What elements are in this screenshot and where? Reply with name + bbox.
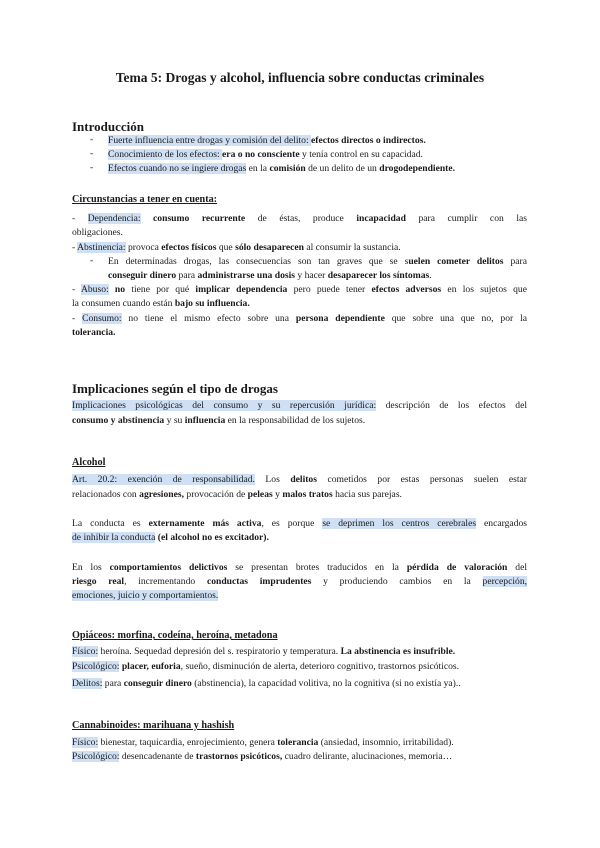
text-line — [72, 414, 527, 428]
highlighted-text: Psicológico: — [72, 751, 120, 762]
bold-text: pérdida de valoración — [406, 562, 508, 573]
highlighted-text: percepción, — [482, 576, 528, 587]
bold-text: efectos físicos — [161, 242, 217, 253]
highlighted-text: Conocimiento de los efectos: — [108, 149, 223, 160]
bold-text: conseguir dinero — [123, 678, 192, 689]
bold-text: desaparecer los síntomas — [327, 270, 430, 281]
text-run: para cumplir con las — [405, 213, 527, 224]
text-line — [72, 241, 527, 255]
bold-text: conductas imprudentes — [206, 576, 312, 587]
text-line — [108, 269, 527, 283]
text-line — [72, 212, 527, 226]
text-line — [72, 677, 527, 691]
text-run: en los sujetos que — [441, 284, 527, 295]
bold-text: administrarse una dosis — [197, 270, 296, 281]
text-run: del — [507, 562, 527, 573]
text-run: - — [72, 284, 81, 295]
text-run — [141, 213, 154, 224]
text-run: y produciendo cambios en la — [311, 576, 483, 587]
bold-text: consumo y abstinencia — [72, 415, 165, 426]
text-run: , es porque — [261, 518, 323, 529]
bold-text: La abstinencia es insufrible. — [340, 646, 456, 657]
text-run: , sueño, disminución de alerta, deterioro cognitivo, trastornos psicóticos. — [180, 661, 460, 672]
text-run: desencadenante de — [119, 751, 196, 762]
text-line — [108, 255, 527, 269]
text-run: En determinadas drogas, las consecuencias son tan graves que se s — [108, 256, 409, 267]
highlighted-text: emociones, juicio y comportamientos. — [72, 590, 219, 601]
highlighted-text: Psicológico: — [72, 661, 120, 672]
text-run: que sobre una que no, por la — [384, 313, 527, 324]
bullet-dash: - — [90, 148, 94, 159]
bold-text: influencia — [184, 415, 226, 426]
highlighted-text: Fuerte influencia entre drogas y comisión del delito: — [108, 135, 312, 146]
highlighted-text: Físico: — [72, 737, 99, 748]
subheading-alcohol: Alcohol — [72, 457, 106, 468]
text-run: En los — [72, 562, 110, 573]
text-run: - — [72, 313, 83, 324]
intro-bullet-item — [108, 148, 528, 162]
text-run: (ansiedad, insomnio, irritabilidad). — [318, 737, 454, 748]
text-run: . — [429, 270, 432, 281]
text-run: se presentan brotes traducidos en la — [227, 562, 407, 573]
highlighted-text: Implicaciones psicológicas del consumo y su repercusión jurídica: — [72, 400, 377, 411]
text-line — [72, 589, 527, 603]
text-run: heroína. Sequedad depresión del s. respiratorio y temperatura. — [98, 646, 341, 657]
highlighted-text: Delitos: — [72, 678, 103, 689]
bold-text: persona dependiente — [295, 313, 385, 324]
text-line — [72, 312, 527, 326]
text-run: y — [272, 489, 283, 500]
text-line — [72, 750, 527, 764]
bold-text: uelen cometer delitos — [408, 256, 504, 267]
text-line — [72, 561, 527, 575]
text-run: , incrementando — [124, 576, 207, 587]
text-run: y su — [164, 415, 185, 426]
bold-text: (el alcohol no es excitador). — [157, 532, 269, 543]
text-run: provoca — [125, 242, 162, 253]
bold-text: placer, euforia — [121, 661, 181, 672]
text-run: relacionados con — [72, 489, 140, 500]
subheading-circunstancias: Circunstancias a tener en cuenta: — [72, 194, 218, 205]
text-run: de éstas, produce — [245, 213, 357, 224]
highlighted-text: Abuso: — [80, 284, 109, 295]
bold-text: consumo recurrente — [153, 213, 246, 224]
text-run: para — [102, 678, 124, 689]
text-run: encargados — [476, 518, 528, 529]
text-run: - — [72, 213, 88, 224]
text-run: para — [503, 256, 527, 267]
text-run: en la responsabilidad de los sujetos. — [225, 415, 366, 426]
bold-text: era o no consciente — [222, 149, 300, 160]
bold-text: agresiones, — [139, 489, 184, 500]
highlighted-text: de inhibir la conducta — [72, 532, 156, 543]
text-line — [72, 473, 527, 487]
text-line — [72, 736, 527, 750]
highlighted-text: Abstinencia: — [77, 242, 126, 253]
text-run: hacia sus parejas. — [332, 489, 402, 500]
bullet-dash: - — [90, 162, 94, 173]
text-run: - — [72, 242, 78, 253]
text-line — [72, 326, 527, 340]
subheading-opiaceos: Opiáceos: morfina, codeína, heroína, metadona — [72, 630, 278, 641]
text-run: cuadro delirante, alucinaciones, memoria… — [282, 751, 453, 762]
bold-text: peleas — [247, 489, 273, 500]
intro-bullet-item — [108, 162, 528, 176]
text-line — [72, 645, 527, 659]
text-run: cometidos por estas personas suelen estar — [316, 474, 528, 485]
bold-text: sólo desaparecen — [235, 242, 304, 253]
text-run: provocación de — [184, 489, 248, 500]
text-line — [72, 517, 527, 531]
text-run: la consumen cuando están — [72, 298, 175, 309]
highlighted-text: Art. 20.2: exención de responsabilidad. — [72, 474, 255, 485]
bold-text: efectos directos o indirectos. — [311, 135, 426, 146]
bold-text: implicar dependencia — [195, 284, 288, 295]
bold-text: efectos adversos — [371, 284, 442, 295]
bold-text: drogodependiente. — [379, 163, 456, 174]
text-line — [72, 297, 527, 311]
text-line — [72, 531, 527, 545]
highlighted-text: Efectos cuando no se ingiere drogas — [108, 163, 247, 174]
bold-text: conseguir dinero — [108, 270, 177, 281]
text-run: que — [216, 242, 236, 253]
bold-text: comportamientos delictivos — [109, 562, 228, 573]
text-run: no tiene el mismo efecto sobre una — [121, 313, 296, 324]
bold-text: malos tratos — [282, 489, 333, 500]
document-title: Tema 5: Drogas y alcohol, influencia sobre conductas criminales — [115, 70, 485, 85]
text-line — [72, 283, 527, 297]
highlighted-text: Físico: — [72, 646, 99, 657]
bold-text: riesgo real — [72, 576, 125, 587]
text-line — [72, 488, 527, 502]
bold-text: incapacidad — [356, 213, 406, 224]
text-run: y hacer — [295, 270, 328, 281]
bold-text: comisión — [269, 163, 306, 174]
bold-text: no — [114, 284, 126, 295]
text-run: al consumir la sustancia. — [303, 242, 401, 253]
section-heading-implicaciones: Implicaciones según el tipo de drogas — [72, 381, 278, 396]
text-run: de un delito de un — [305, 163, 380, 174]
text-run: tiene por qué — [125, 284, 196, 295]
text-run: pero puede tener — [287, 284, 372, 295]
highlighted-text: Dependencia: — [87, 213, 141, 224]
bold-text: tolerancia. — [72, 327, 116, 338]
text-run: Los — [254, 474, 291, 485]
bullet-dash: - — [90, 134, 94, 145]
bullet-dash: - — [90, 255, 94, 266]
bold-text: delitos — [290, 474, 317, 485]
text-run: para — [176, 270, 198, 281]
text-line — [72, 660, 527, 674]
text-run: bienestar, taquicardia, enrojecimiento, genera — [98, 737, 278, 748]
bold-text: externamente más activa — [148, 518, 262, 529]
bold-text: bajo su influencia. — [174, 298, 250, 309]
section-heading-introduccion: Introducción — [72, 119, 144, 134]
text-run: (abstinencia), la capacidad volitiva, no la cognitiva (si no existía ya).. — [191, 678, 461, 689]
text-run: descripción de los efectos del — [376, 400, 527, 411]
text-run: obligaciones. — [72, 227, 123, 238]
bold-text: trastornos psicóticos, — [195, 751, 283, 762]
intro-bullet-item — [108, 134, 528, 148]
text-run: en la — [246, 163, 270, 174]
highlighted-text: Consumo: — [82, 313, 122, 324]
bold-text: tolerancia — [277, 737, 319, 748]
text-line — [72, 399, 527, 413]
text-run: La conducta es — [72, 518, 149, 529]
text-run: y tenía control en su capacidad. — [299, 149, 423, 160]
text-line — [72, 575, 527, 589]
subheading-cannabinoides: Cannabinoides: marihuana y hashish — [72, 720, 235, 731]
highlighted-text: se deprimen los centros cerebrales — [322, 518, 477, 529]
text-line — [72, 226, 527, 240]
